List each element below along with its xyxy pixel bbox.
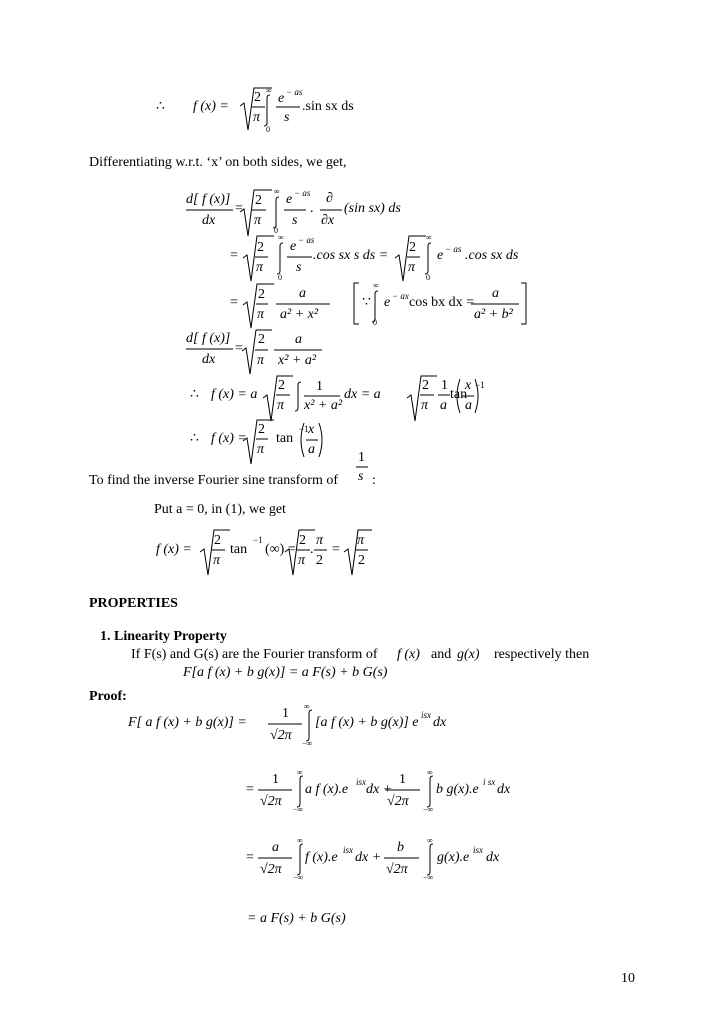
eq8-tan: tan xyxy=(230,542,248,557)
proof2-one-b: 1 xyxy=(399,772,406,787)
proof2-sup2: i sx xyxy=(483,777,496,787)
proof3-minf-b: −∞ xyxy=(423,873,434,882)
eq7-tan: tan xyxy=(276,431,294,446)
proof2-den-b: √2π xyxy=(387,794,409,809)
eq6-pi-b: π xyxy=(421,398,429,413)
proof1-den: √2π xyxy=(270,728,292,743)
eq2-den: dx xyxy=(202,213,216,228)
eq8-two-b: 2 xyxy=(299,533,306,548)
eq8-eq: = xyxy=(332,542,340,557)
eq7-tan-sup: −1 xyxy=(299,424,309,434)
eq7-lhs: f (x) = xyxy=(211,431,247,446)
proof-label: Proof: xyxy=(89,689,127,704)
line1-tail: .sin sx ds xyxy=(302,99,354,114)
proof2-dx: dx xyxy=(497,782,511,797)
proof3-sup1: isx xyxy=(343,845,353,855)
eq3-e2: e xyxy=(437,248,444,263)
proof3-sup2: isx xyxy=(473,845,483,855)
eq8-dot: . xyxy=(310,542,314,557)
eq6-pi: π xyxy=(277,398,285,413)
eq3-two-b: 2 xyxy=(409,240,416,255)
eq3-eq: = xyxy=(230,248,238,263)
eq4-two: 2 xyxy=(258,287,265,302)
eq7-therefore: ∴ xyxy=(190,431,199,446)
proof1-lhs: F[ a f (x) + b g(x)] = xyxy=(128,715,247,730)
eq3-two: 2 xyxy=(257,240,264,255)
proof4-line: = a F(s) + b G(s) xyxy=(247,911,346,926)
inverse-frac-num: 1 xyxy=(358,450,365,465)
eq7-two: 2 xyxy=(258,422,265,437)
eq5-pi: π xyxy=(257,353,265,368)
eq3-inf: ∞ xyxy=(278,233,284,242)
proof2-den: √2π xyxy=(260,794,282,809)
eq8-pi-r: π xyxy=(357,533,365,548)
eq6-two: 2 xyxy=(278,378,285,393)
eq3-e: e xyxy=(290,239,297,254)
eq6-a-b: a xyxy=(440,398,447,413)
proof3-t2: g(x).e xyxy=(437,850,470,865)
eq4-den-r: a² + b² xyxy=(474,307,513,322)
line1-exp: e xyxy=(278,91,285,106)
eq6-one: 1 xyxy=(316,379,323,394)
line1-s: s xyxy=(284,110,290,125)
eq3-inf-b: ∞ xyxy=(426,233,432,242)
proof3-minf: −∞ xyxy=(293,873,304,882)
line1-inf: ∞ xyxy=(266,86,272,95)
proof1-body: [a f (x) + b g(x)] e xyxy=(315,715,419,730)
eq3-e2-sup: − as xyxy=(445,244,462,254)
therefore-symbol: ∴ xyxy=(156,99,165,114)
proof2-inf: ∞ xyxy=(297,768,303,777)
proof2-minf-b: −∞ xyxy=(423,805,434,814)
eq2-e-sup: − as xyxy=(294,188,311,198)
proof2-eq: = xyxy=(246,782,254,797)
eq4-eq: = xyxy=(230,295,238,310)
eq8-pi: π xyxy=(213,553,221,568)
eq3-pi-b: π xyxy=(408,260,416,275)
eq4-e: e xyxy=(384,295,391,310)
eq3-e-sup: − as xyxy=(298,235,315,245)
eq2-eq: = xyxy=(235,201,243,216)
eq6-x: x xyxy=(465,378,472,393)
eq5-a: a xyxy=(295,332,302,347)
eq4-a-r: a xyxy=(492,286,499,301)
eq8-two-r: 2 xyxy=(358,553,365,568)
eq2-zero: 0 xyxy=(274,226,278,235)
linearity-equation: F[a f (x) + b g(x)] = a F(s) + b G(s) xyxy=(183,665,388,680)
eq5-den2: x² + a² xyxy=(278,353,317,368)
eq5-num: d[ f (x)] xyxy=(186,331,231,346)
inverse-text: To find the inverse Fourier sine transform of xyxy=(89,473,339,488)
proof3-t1: f (x).e xyxy=(305,850,338,865)
proof1-sup: isx xyxy=(421,710,431,720)
eq2-dot: . xyxy=(310,201,314,216)
eq3-s: s xyxy=(296,260,302,275)
eq2-num: d[ f (x)] xyxy=(186,192,231,207)
linearity-and: and xyxy=(431,647,452,662)
proof3-b: b xyxy=(397,840,404,855)
proof1-one: 1 xyxy=(282,706,289,721)
eq6-tan-sup: −1 xyxy=(475,380,485,390)
linearity-text-post: respectively then xyxy=(494,647,590,662)
proof3-a: a xyxy=(272,840,279,855)
eq4-den: a² + x² xyxy=(280,307,319,322)
eq2-partial-den: ∂x xyxy=(321,213,335,228)
eq4-mid: cos bx dx = xyxy=(409,295,475,310)
eq3-pi: π xyxy=(256,260,264,275)
proof1-dx: dx xyxy=(433,715,447,730)
eq8-pi-b: π xyxy=(298,553,306,568)
eq8-two-d: 2 xyxy=(316,553,323,568)
linearity-text-pre: If F(s) and G(s) are the Fourier transform of xyxy=(131,647,378,662)
line1-zero: 0 xyxy=(266,125,270,134)
eq6-therefore: ∴ xyxy=(190,387,199,402)
proof3-eq: = xyxy=(246,850,254,865)
eq2-s: s xyxy=(292,213,298,228)
because-symbol: ∵ xyxy=(362,295,371,310)
eq2-two: 2 xyxy=(255,193,262,208)
page-number: 10 xyxy=(621,971,635,986)
eq8-arg: (∞) = xyxy=(265,542,296,557)
eq5-eq: = xyxy=(235,341,243,356)
eq6-two-b: 2 xyxy=(422,378,429,393)
proof3-inf: ∞ xyxy=(297,836,303,845)
proof1-minf: −∞ xyxy=(302,739,313,748)
eq6-mid: dx = a xyxy=(344,387,381,402)
proof1-inf: ∞ xyxy=(304,702,310,711)
line1-two: 2 xyxy=(254,90,261,105)
proof2-inf-b: ∞ xyxy=(427,768,433,777)
proof3-den-b: √2π xyxy=(386,862,408,877)
put-text: Put a = 0, in (1), we get xyxy=(154,502,286,517)
proof3-mid: dx + xyxy=(355,850,382,865)
proof3-inf-b: ∞ xyxy=(427,836,433,845)
eq4-e-sup: − ax xyxy=(392,291,409,301)
eq6-a-c: a xyxy=(465,398,472,413)
eq7-x: x xyxy=(308,422,315,437)
proof2-t1: a f (x).e xyxy=(305,782,349,797)
eq4-a: a xyxy=(299,286,306,301)
linearity-heading: 1. Linearity Property xyxy=(100,629,227,644)
eq8-pi-n: π xyxy=(316,533,324,548)
proof3-den: √2π xyxy=(260,862,282,877)
eq5-two: 2 xyxy=(258,332,265,347)
eq7-pi: π xyxy=(257,442,265,457)
inverse-frac-den: s xyxy=(358,469,364,484)
eq2-pi: π xyxy=(254,213,262,228)
eq6-den: x² + a² xyxy=(304,398,343,413)
eq4-zero: 0 xyxy=(373,318,377,327)
eq3-mid: .cos sx s ds = xyxy=(313,248,389,263)
eq4-pi: π xyxy=(257,307,265,322)
eq4-inf: ∞ xyxy=(373,281,379,290)
proof2-t2: b g(x).e xyxy=(436,782,479,797)
proof2-mid: dx + xyxy=(366,782,393,797)
properties-heading: PROPERTIES xyxy=(89,596,178,611)
eq8-two: 2 xyxy=(214,533,221,548)
linearity-f: f (x) xyxy=(397,647,420,662)
eq6-tan-label: tan xyxy=(450,387,468,402)
proof2-one: 1 xyxy=(272,772,279,787)
eq6-one-b: 1 xyxy=(441,378,448,393)
eq2-inf: ∞ xyxy=(274,187,280,196)
eq5-den: dx xyxy=(202,352,216,367)
linearity-g: g(x) xyxy=(457,647,480,662)
eq6-lhs: f (x) = a xyxy=(211,387,258,402)
eq3-zero-b: 0 xyxy=(426,273,430,282)
eq8-tan-sup: −1 xyxy=(253,535,263,545)
proof3-dx: dx xyxy=(486,850,500,865)
eq2-partial: ∂ xyxy=(326,191,333,206)
eq7-a: a xyxy=(308,442,315,457)
line1-lhs: f (x) = xyxy=(193,99,229,114)
eq3-zero: 0 xyxy=(278,273,282,282)
proof2-minf: −∞ xyxy=(293,805,304,814)
eq3-tail: .cos sx ds xyxy=(465,248,519,263)
eq8-lhs: f (x) = xyxy=(156,542,192,557)
line1-pi: π xyxy=(253,110,261,125)
eq2-tail: (sin sx) ds xyxy=(344,201,401,216)
line1-exp-sup: − as xyxy=(286,87,303,97)
differentiating-text: Differentiating w.r.t. ‘x’ on both sides, we get, xyxy=(89,155,347,170)
eq2-e: e xyxy=(286,192,293,207)
inverse-frac-colon: : xyxy=(372,473,376,488)
proof2-sup1: isx xyxy=(356,777,366,787)
